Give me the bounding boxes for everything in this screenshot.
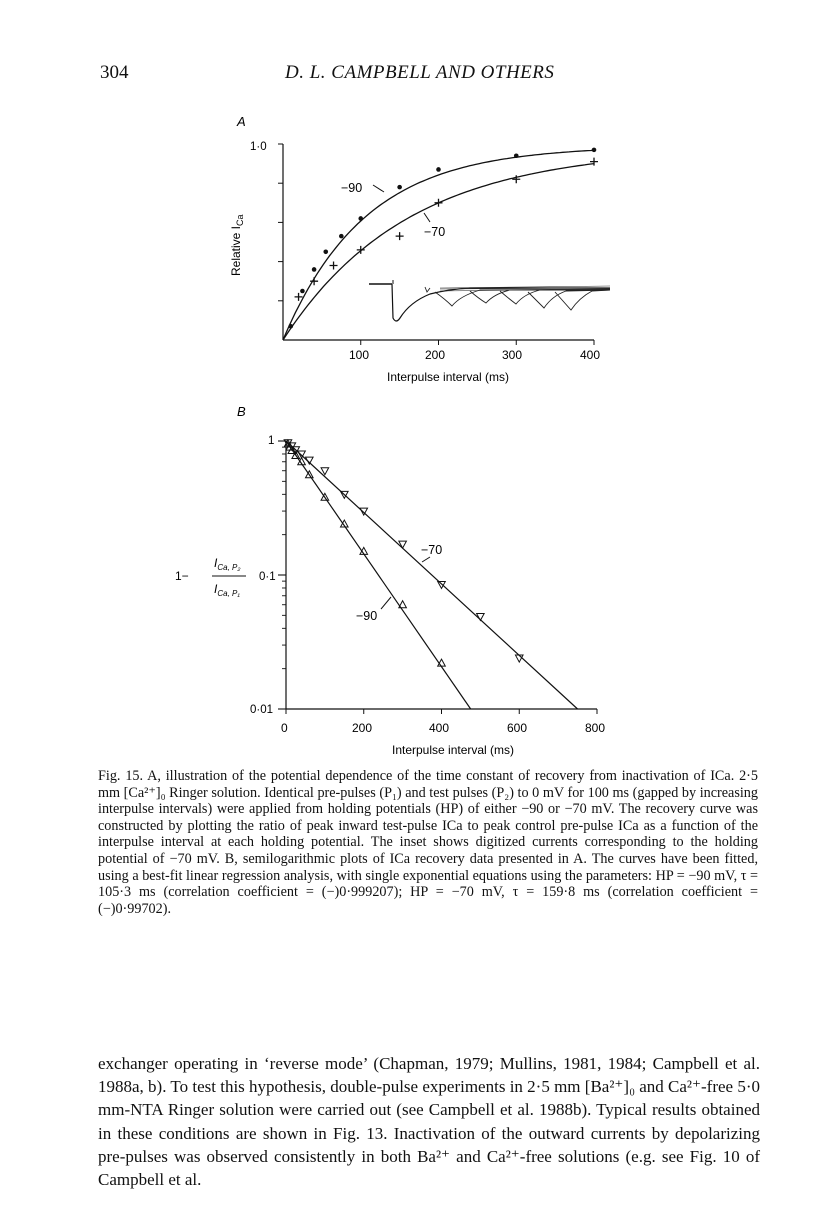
figure-a-point-plus — [396, 232, 404, 240]
figure-a-ylabel — [229, 214, 245, 276]
figure-b-ylabel — [175, 556, 246, 598]
figure-b-xtick-800: 800 — [585, 721, 606, 735]
figure-a-point-plus — [435, 199, 443, 207]
figure-b-xtick-600: 600 — [507, 721, 528, 735]
figure-b-ytick-001: 0·01 — [250, 704, 274, 716]
figure-a-xlabel: Interpulse interval (ms) — [387, 370, 510, 384]
figure-b-fit-line — [286, 441, 578, 709]
figure-a-point-dot — [514, 153, 519, 158]
figure-caption-text: Fig. 15. A, illustration of the potential dependence of the time constant of recovery from inactivation of ICa. 2·5 mm [Ca²⁺]₀ Ringer solution. Identical pre-pulses (P₁) and test pulses (P₂) to 0 mV for 100 ms (gapped by increasing interpulse intervals) were applied from holding potentials (HP) of either −90 or −70 mV. The recovery curve was constructed by plotting the ratio of peak inward test-pulse ICa to peak control pre-pulse ICa as a function of the interpulse interval at each holding potential. The inset shows digitized currents corresponding to the holding potential of −70 mV. B, semilogarithmic plots of ICa recovery data presented in A. The curves have been fitted, using a best-fit linear regression analysis, with single exponential equations using the parameters: HP = −90 mV, τ = 105·3 ms (correlation coefficient = (−)0·999207); HP = −70 mV, τ = 159·8 ms (correlation coefficient = (−)0·99702). — [98, 768, 758, 917]
figure-b-point-triangle-down — [399, 541, 407, 548]
figure-a-ylabel-sub: Ca — [235, 214, 245, 226]
figure-a-point-plus — [330, 262, 338, 270]
figure-a-ytick-top: 1·0 — [250, 141, 267, 153]
figure-b-ytick-1: 1 — [268, 435, 275, 447]
figure-a-point-plus — [295, 293, 303, 301]
figure-b-ylabel-num-main: I — [214, 556, 218, 570]
figure-b-label: B — [237, 404, 246, 419]
figure-a-fit-curves — [283, 150, 594, 340]
figure-a-inset-traces — [369, 280, 610, 321]
figure-b-pointer-m90 — [381, 597, 391, 609]
figure-a-point-dot — [323, 250, 328, 255]
body-paragraph: exchanger operating in ‘reverse mode’ (Chapman, 1979; Mullins, 1981, 1984; Campbell et al. 1988a, b). To test this hypothesis, double-pulse experiments in 2·5 mm [Ba²⁺]₀ and Ca²⁺-free 5·0 mm-NTA Ringer solution were carried out (see Campbell et al. 1988b). Typical results obtained in these conditions are shown in Fig. 13. Inactivation of the outward currents by depolarizing pre-pulses was observed consistently in both Ba²⁺ and Ca²⁺-free solutions (e.g. see Fig. 10 of Campbell et al. — [98, 1054, 760, 1190]
figure-b-chart — [0, 400, 816, 760]
figure-b-pointer-m70 — [422, 557, 430, 562]
figure-a-chart — [0, 0, 816, 400]
figure-a-point-dot — [358, 216, 363, 221]
figure-a-xtick-400: 400 — [580, 348, 601, 362]
figure-b-xtick-200: 200 — [352, 721, 373, 735]
figure-a-ticks — [278, 144, 594, 345]
figure-b-fit-lines — [286, 441, 578, 709]
figure-b-points — [284, 440, 523, 666]
svg-text:ICa, P₁ — [214, 582, 240, 598]
figure-b-xtick-0: 0 — [281, 721, 288, 735]
figure-b-ylabel-prefix: 1− — [175, 569, 189, 583]
figure-b-ticks — [278, 441, 597, 714]
figure-b-ytick-01: 0·1 — [259, 571, 276, 583]
figure-a-axes — [283, 144, 594, 340]
figure-a-point-dot — [436, 167, 441, 172]
figure-a-ylabel-main: Relative I — [229, 225, 243, 276]
svg-text:Relative ICa — [229, 214, 245, 276]
figure-b-fit-line — [286, 441, 471, 709]
figure-a-xtick-300: 300 — [502, 348, 523, 362]
figure-a-pointer-m70 — [424, 213, 430, 222]
figure-b-label-m70: −70 — [421, 543, 443, 557]
figure-a-xtick-200: 200 — [425, 348, 446, 362]
page-number: 304 — [100, 62, 129, 83]
figure-a-fit-curve — [283, 164, 594, 340]
figure-a-point-dot — [312, 267, 317, 272]
figure-a-pointer-m90 — [373, 185, 384, 192]
figure-b-label-m90: −90 — [356, 609, 378, 623]
figure-a-label-m90: −90 — [341, 181, 363, 195]
figure-a-point-dot — [300, 289, 305, 294]
figure-a-point-dot — [592, 148, 597, 153]
figure-a-point-dot — [339, 234, 344, 239]
figure-b-axes — [286, 441, 597, 709]
figure-b-point-triangle-down — [438, 581, 446, 588]
running-head: D. L. CAMPBELL AND OTHERS — [285, 62, 555, 83]
figure-a-point-dot — [397, 185, 402, 190]
figure-a-point-dot — [288, 324, 293, 329]
figure-b-ylabel-den-main: I — [214, 582, 218, 596]
figure-b-ylabel-num-sub: Ca, P₂ — [217, 563, 241, 572]
figure-caption — [98, 768, 758, 917]
svg-text:ICa, P₂ — [214, 556, 240, 572]
figure-a-fit-curve — [283, 150, 594, 340]
figure-a-label: A — [237, 114, 246, 129]
figure-b-xtick-400: 400 — [429, 721, 450, 735]
figure-b-xlabel: Interpulse interval (ms) — [392, 743, 515, 757]
figure-b-point-triangle-down — [360, 508, 368, 515]
figure-a-xtick-100: 100 — [349, 348, 370, 362]
figure-a-label-m70: −70 — [424, 225, 446, 239]
figure-b-ylabel-den-sub: Ca, P₁ — [217, 589, 240, 598]
body-text — [98, 1052, 760, 1191]
